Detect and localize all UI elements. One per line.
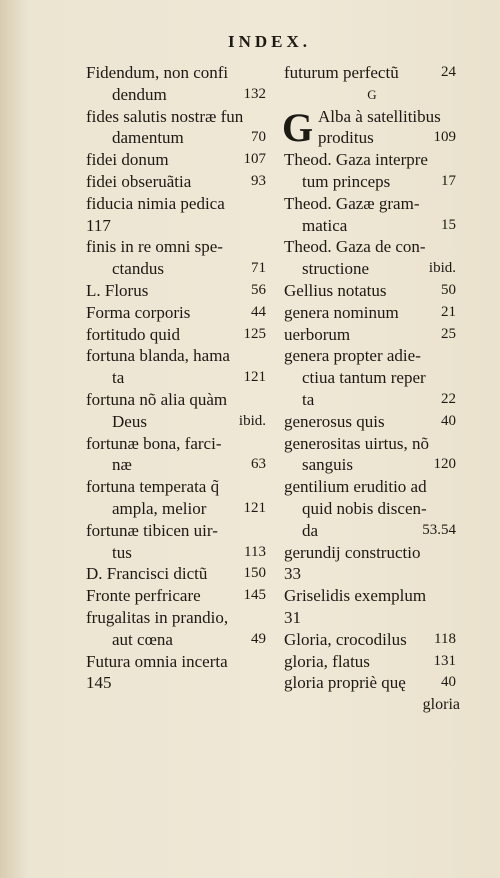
entry-text: matica xyxy=(302,215,348,235)
entry-text: futurum perfectũ xyxy=(284,63,399,82)
page-number: 40 xyxy=(441,412,456,429)
entry-text: Forma corporis xyxy=(86,302,191,322)
index-entry xyxy=(86,651,270,673)
index-entry xyxy=(86,236,270,258)
entry-text: Futura omnia incerta xyxy=(86,651,228,671)
index-entry xyxy=(284,171,460,193)
entry-text: fidei donum xyxy=(86,150,169,170)
page-number: 56 xyxy=(251,281,266,298)
index-entry xyxy=(86,367,270,389)
index-entry xyxy=(86,411,270,433)
index-entry xyxy=(86,84,270,106)
right-index-column xyxy=(284,62,460,716)
index-entry xyxy=(284,345,460,367)
index-entry xyxy=(86,324,270,346)
index-entry xyxy=(86,542,270,564)
entry-text: fiducia nimia pedica xyxy=(86,193,225,213)
entry-text: dendum xyxy=(112,84,167,104)
page-number: ibid. xyxy=(238,412,266,429)
entry-text: frugalitas in prandio, xyxy=(86,607,229,627)
page-number: 70 xyxy=(251,129,266,146)
page-number: 131 xyxy=(433,652,456,669)
entry-text: genera propter adie- xyxy=(284,346,421,366)
page-number: 125 xyxy=(243,325,266,342)
entry-text: Theod. Gaza interpre xyxy=(284,150,428,170)
entry-text: L. Florus xyxy=(86,280,149,300)
catchword xyxy=(284,694,460,716)
index-entry xyxy=(284,193,460,215)
index-entry xyxy=(86,62,270,84)
page-number: 25 xyxy=(441,325,456,342)
page-number: 113 xyxy=(244,543,266,560)
index-entry xyxy=(284,433,460,455)
page-number: 17 xyxy=(441,172,456,189)
entry-text: fortuna nõ alia quàm xyxy=(86,389,228,409)
index-entry xyxy=(86,345,270,367)
page-number: 120 xyxy=(433,456,456,473)
index-entry xyxy=(284,324,460,346)
page-number: 22 xyxy=(441,390,456,407)
page-number: 50 xyxy=(441,281,456,298)
index-entry xyxy=(284,411,460,433)
page-number: 118 xyxy=(434,630,456,647)
entry-text: Gloria, crocodilus xyxy=(284,629,407,649)
entry-text: genera nominum xyxy=(284,302,399,322)
entry-text: 33 xyxy=(284,564,301,584)
page-number: 40 xyxy=(441,674,456,691)
index-entry xyxy=(86,629,270,651)
page-number: 107 xyxy=(243,151,266,168)
page-number: ibid. xyxy=(428,260,456,277)
index-entry xyxy=(284,607,460,629)
index-entry xyxy=(284,498,460,520)
entry-text: gerundij constructio xyxy=(284,542,421,562)
page-header: INDEX. xyxy=(228,32,312,51)
page-number: 93 xyxy=(251,172,266,189)
index-entry xyxy=(86,563,270,585)
entry-text: proditus xyxy=(318,128,374,148)
page-number: 15 xyxy=(441,216,456,233)
index-entry xyxy=(284,672,460,694)
entry-text: ctiua tantum reper xyxy=(302,368,426,388)
page-number: 49 xyxy=(251,630,266,647)
index-entry xyxy=(86,127,270,149)
index-entry xyxy=(284,454,460,476)
index-entry xyxy=(284,542,460,564)
entry-text: tus xyxy=(112,542,132,562)
entry-text: gloria xyxy=(422,696,460,714)
entry-text: fidei obseruãtia xyxy=(86,171,192,191)
page-number: 71 xyxy=(251,260,266,277)
index-entry xyxy=(284,84,460,106)
index-entry xyxy=(284,651,460,673)
index-entry xyxy=(284,236,460,258)
index-entry xyxy=(86,607,270,629)
entry-text: 31 xyxy=(284,607,301,627)
index-entry xyxy=(284,629,460,651)
page-number: 132 xyxy=(243,85,266,102)
entry-text: Griselidis exemplum xyxy=(284,586,427,606)
index-entry xyxy=(284,476,460,498)
entry-text: fortitudo quid xyxy=(86,324,180,344)
left-index-column xyxy=(86,62,270,694)
page-number: 121 xyxy=(243,369,266,386)
entry-text: finis in re omni spe- xyxy=(86,237,223,257)
entry-text: næ xyxy=(112,455,132,475)
index-entry xyxy=(86,498,270,520)
entry-text: fortunæ tibicen uir- xyxy=(86,520,218,540)
index-entry xyxy=(86,280,270,302)
entry-text: da xyxy=(302,520,319,540)
index-entry xyxy=(284,563,460,585)
index-entry xyxy=(284,149,460,171)
entry-text: sanguis xyxy=(302,455,353,475)
page-number: 53.54 xyxy=(422,521,456,538)
index-entry xyxy=(86,389,270,411)
entry-text: ta xyxy=(302,389,315,409)
entry-text: gloria, flatus xyxy=(284,651,370,671)
index-entry xyxy=(86,258,270,280)
entry-text: generosus quis xyxy=(284,411,385,431)
index-entry xyxy=(284,520,460,542)
entry-text: fides salutis nostræ fun xyxy=(86,106,244,126)
entry-text: 117 xyxy=(86,215,111,235)
index-entry xyxy=(284,389,460,411)
index-entry xyxy=(284,280,460,302)
index-entry xyxy=(86,193,270,215)
index-entry xyxy=(86,149,270,171)
entry-text: Theod. Gaza de con- xyxy=(284,237,426,257)
index-entry xyxy=(86,454,270,476)
entry-text: fortuna blanda, hama xyxy=(86,346,230,366)
index-entry xyxy=(86,585,270,607)
index-entry xyxy=(284,215,460,237)
page-number: 150 xyxy=(243,565,266,582)
entry-text: ctandus xyxy=(112,259,164,279)
index-entry xyxy=(86,672,270,694)
entry-text: Gellius notatus xyxy=(284,280,387,300)
entry-text: fortunæ bona, farci- xyxy=(86,433,222,453)
index-entry xyxy=(86,520,270,542)
entry-text: damentum xyxy=(112,128,184,148)
entry-text: gloria propriè quę xyxy=(284,673,406,693)
index-entry xyxy=(284,258,460,280)
entry-text: quid nobis discen- xyxy=(302,498,427,518)
index-entry xyxy=(284,127,460,149)
entry-text: G xyxy=(367,86,377,102)
entry-text: ampla, melior xyxy=(112,498,207,518)
entry-text: Fronte perfricare xyxy=(86,586,201,606)
page-number: 24 xyxy=(441,64,456,80)
page-number: 121 xyxy=(243,499,266,516)
entry-text: Alba à satellitibus xyxy=(318,106,441,126)
entry-text: ta xyxy=(112,368,125,388)
page-number: 109 xyxy=(433,129,456,146)
index-entry xyxy=(86,302,270,324)
entry-text: fortuna temperata q̃ xyxy=(86,477,220,497)
entry-text: Fidendum, non confi xyxy=(86,63,229,82)
page-number: 145 xyxy=(243,587,266,604)
entry-text: D. Francisci dictũ xyxy=(86,564,208,584)
page-number: 63 xyxy=(251,456,266,473)
index-entry xyxy=(284,585,460,607)
index-entry xyxy=(284,302,460,324)
index-entry xyxy=(284,62,460,84)
index-entry xyxy=(86,106,270,128)
index-entry xyxy=(86,433,270,455)
index-entry xyxy=(86,476,270,498)
entry-text: Theod. Gazæ gram- xyxy=(284,193,420,213)
page-number: 44 xyxy=(251,303,266,320)
entry-text: 145 xyxy=(86,673,112,693)
index-entry xyxy=(86,171,270,193)
entry-text: structione xyxy=(302,259,370,279)
entry-text: aut cœna xyxy=(112,629,173,649)
entry-text: uerborum xyxy=(284,324,351,344)
drop-cap-letter: G xyxy=(282,104,314,150)
entry-text: generositas uirtus, nõ xyxy=(284,433,429,453)
page-number: 21 xyxy=(441,303,456,320)
entry-text: Deus xyxy=(112,411,147,431)
entry-text: tum princeps xyxy=(302,171,391,191)
entry-text: gentilium eruditio ad xyxy=(284,477,427,497)
index-entry xyxy=(86,215,270,237)
index-entry xyxy=(284,367,460,389)
